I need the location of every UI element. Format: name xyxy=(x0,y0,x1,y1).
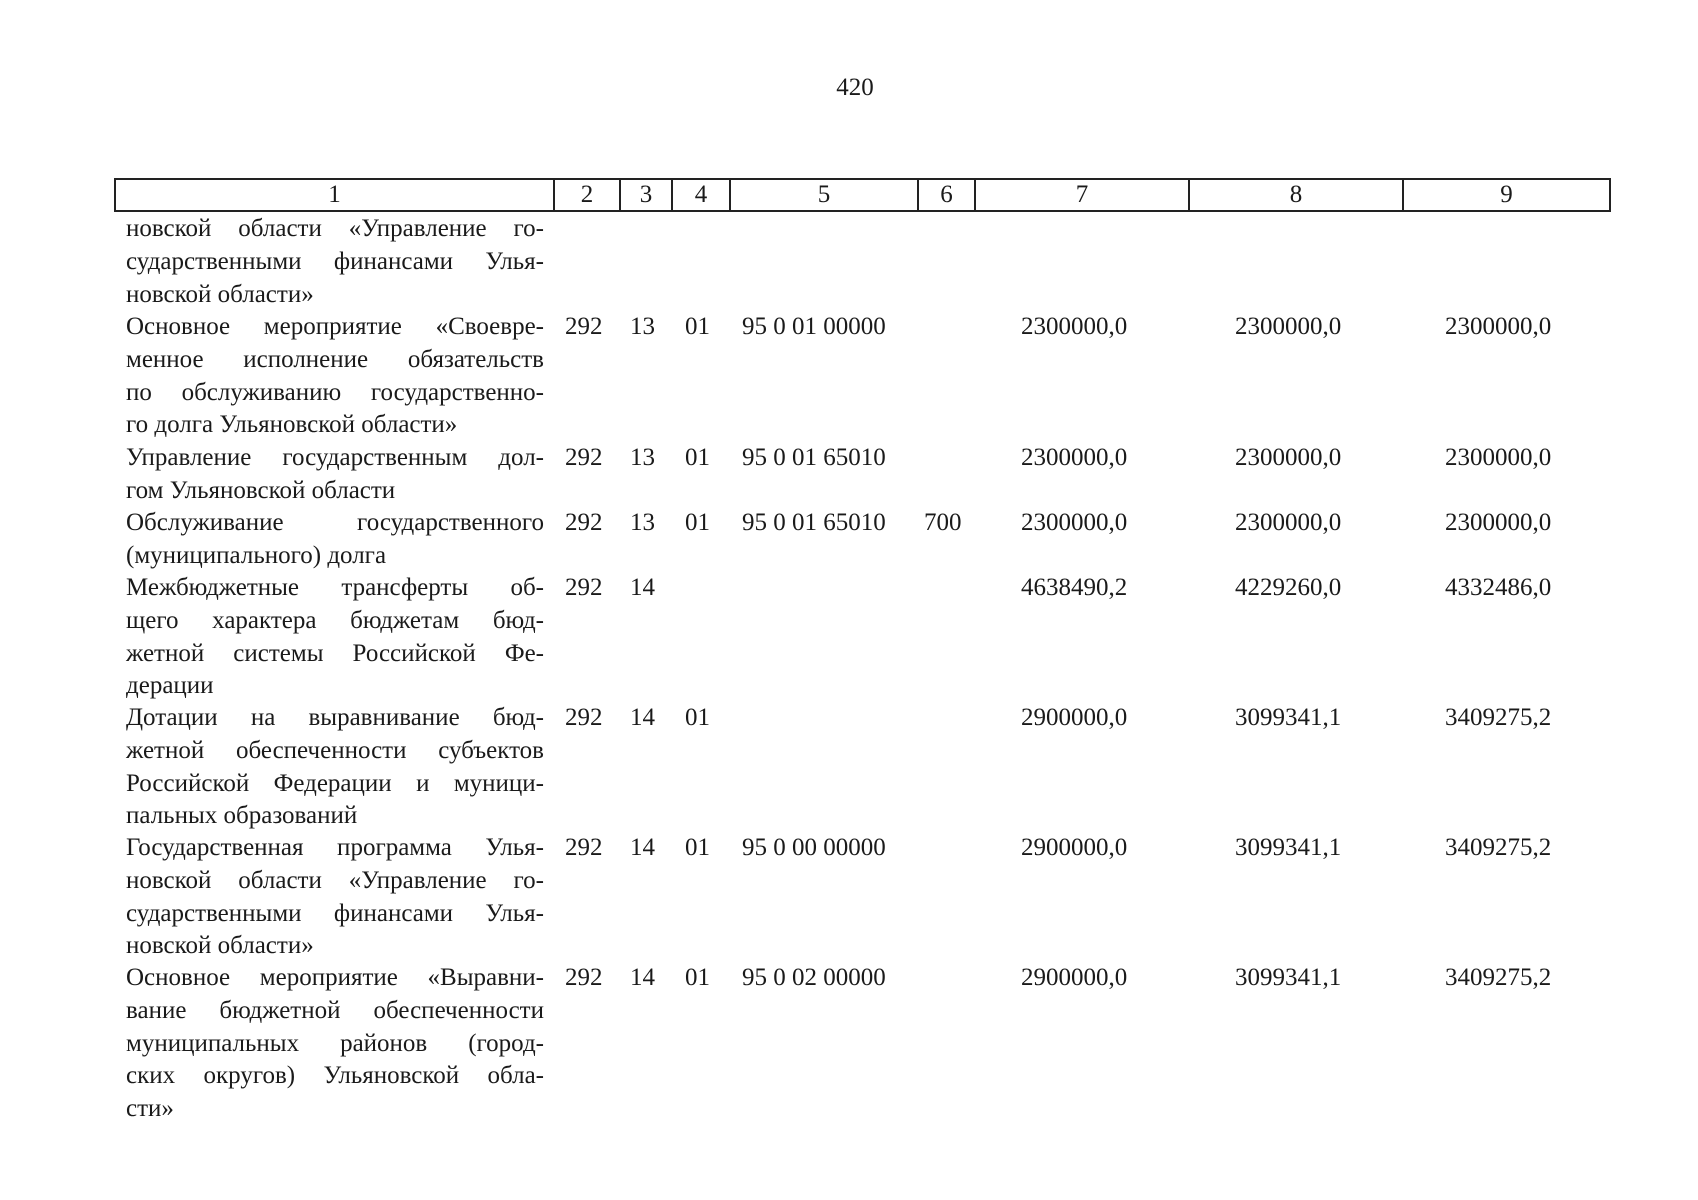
row-name-line: сударственными финансами Улья- xyxy=(126,899,544,927)
row-cell-c4: 01 xyxy=(685,704,710,731)
row-name-line: Дотации на выравнивание бюд- xyxy=(126,704,544,731)
row-cell-c9: 2300000,0 xyxy=(1445,444,1552,471)
row-cell-c3: 13 xyxy=(630,444,655,471)
row-cell-c4: 01 xyxy=(685,444,710,471)
header-cell-3: 3 xyxy=(620,179,672,211)
header-cell-8: 8 xyxy=(1189,179,1403,211)
row-cell-c2: 292 xyxy=(565,313,603,340)
row-name-line: Российской Федерации и муници- xyxy=(126,769,544,797)
row-name xyxy=(126,702,544,833)
row-cell-c7: 2900000,0 xyxy=(1021,834,1128,861)
row-name-line: Государственная программа Улья- xyxy=(126,834,544,861)
header-cell-5: 5 xyxy=(730,179,918,211)
row-name-line: муниципальных районов (город- xyxy=(126,1029,544,1057)
row-name xyxy=(126,962,544,1126)
row-cell-c6: 700 xyxy=(924,509,962,536)
row-name-line: Межбюджетные трансферты об- xyxy=(126,574,544,601)
row-cell-c7: 4638490,2 xyxy=(1021,574,1128,601)
row-cell-c4: 01 xyxy=(685,313,710,340)
header-cell-6: 6 xyxy=(918,179,975,211)
row-name-line: новской области «Управление го- xyxy=(126,215,544,242)
row-cell-c9: 2300000,0 xyxy=(1445,313,1552,340)
row-cell-c5: 95 0 00 00000 xyxy=(742,834,886,861)
row-cell-c2: 292 xyxy=(565,964,603,991)
row-name xyxy=(126,507,544,573)
row-cell-c5: 95 0 01 65010 xyxy=(742,444,886,471)
row-cell-c3: 13 xyxy=(630,313,655,340)
row-name xyxy=(126,213,544,311)
row-cell-c3: 14 xyxy=(630,834,655,861)
row-cell-c2: 292 xyxy=(565,509,603,536)
row-cell-c9: 3409275,2 xyxy=(1445,964,1552,991)
page-number: 420 xyxy=(836,74,874,101)
row-name-line: новской области» xyxy=(126,280,314,308)
row-cell-c8: 3099341,1 xyxy=(1235,964,1342,991)
row-cell-c8: 2300000,0 xyxy=(1235,509,1342,536)
header-cell-9: 9 xyxy=(1403,179,1610,211)
row-cell-c2: 292 xyxy=(565,704,603,731)
row-name xyxy=(126,572,544,703)
row-cell-c4: 01 xyxy=(685,964,710,991)
row-name-line: новской области» xyxy=(126,932,314,960)
row-name-line: сударственными финансами Улья- xyxy=(126,247,544,275)
row-name-line: Основное мероприятие «Своевре- xyxy=(126,313,544,340)
row-cell-c7: 2300000,0 xyxy=(1021,313,1128,340)
row-name-line: Основное мероприятие «Выравни- xyxy=(126,964,544,991)
row-cell-c9: 3409275,2 xyxy=(1445,834,1552,861)
row-cell-c3: 14 xyxy=(630,704,655,731)
row-name-line: жетной системы Российской Фе- xyxy=(126,639,544,667)
row-cell-c8: 3099341,1 xyxy=(1235,704,1342,731)
header-cell-2: 2 xyxy=(554,179,620,211)
row-cell-c4: 01 xyxy=(685,509,710,536)
row-cell-c3: 13 xyxy=(630,509,655,536)
header-row xyxy=(115,179,1610,211)
row-name-line: менное исполнение обязательств xyxy=(126,345,544,373)
row-cell-c9: 4332486,0 xyxy=(1445,574,1552,601)
row-cell-c8: 2300000,0 xyxy=(1235,313,1342,340)
row-cell-c8: 3099341,1 xyxy=(1235,834,1342,861)
row-name-line: Обслуживание государственного xyxy=(126,509,544,536)
row-cell-c5: 95 0 01 65010 xyxy=(742,509,886,536)
row-name-line: новской области «Управление го- xyxy=(126,866,544,894)
row-name xyxy=(126,442,544,508)
row-name-line: сти» xyxy=(126,1095,174,1123)
header-cell-1: 1 xyxy=(115,179,554,211)
row-cell-c7: 2900000,0 xyxy=(1021,704,1128,731)
row-cell-c3: 14 xyxy=(630,964,655,991)
row-cell-c2: 292 xyxy=(565,574,603,601)
row-cell-c8: 4229260,0 xyxy=(1235,574,1342,601)
row-cell-c4: 01 xyxy=(685,834,710,861)
column-header-table xyxy=(114,178,1611,212)
row-name-line: по обслуживанию государственно- xyxy=(126,378,544,406)
row-cell-c2: 292 xyxy=(565,834,603,861)
row-name xyxy=(126,311,544,442)
row-cell-c9: 3409275,2 xyxy=(1445,704,1552,731)
row-name-line: го долга Ульяновской области» xyxy=(126,411,458,439)
row-name-line: вание бюджетной обеспеченности xyxy=(126,996,544,1024)
row-name xyxy=(126,832,544,963)
row-name-line: дерации xyxy=(126,672,214,700)
row-cell-c3: 14 xyxy=(630,574,655,601)
row-name-line: Управление государственным дол- xyxy=(126,444,544,471)
row-name-line: жетной обеспеченности субъектов xyxy=(126,736,544,764)
row-cell-c7: 2300000,0 xyxy=(1021,509,1128,536)
row-name-line: пальных образований xyxy=(126,802,358,830)
header-cell-4: 4 xyxy=(672,179,730,211)
row-cell-c9: 2300000,0 xyxy=(1445,509,1552,536)
header-cell-7: 7 xyxy=(975,179,1189,211)
row-cell-c5: 95 0 02 00000 xyxy=(742,964,886,991)
row-name-line: щего характера бюджетам бюд- xyxy=(126,606,544,634)
row-cell-c2: 292 xyxy=(565,444,603,471)
row-cell-c8: 2300000,0 xyxy=(1235,444,1342,471)
row-name-line: гом Ульяновской области xyxy=(126,476,396,504)
row-name-line: ских округов) Ульяновской обла- xyxy=(126,1062,544,1090)
row-cell-c5: 95 0 01 00000 xyxy=(742,313,886,340)
row-name-line: (муниципального) долга xyxy=(126,541,387,569)
row-cell-c7: 2900000,0 xyxy=(1021,964,1128,991)
row-cell-c7: 2300000,0 xyxy=(1021,444,1128,471)
